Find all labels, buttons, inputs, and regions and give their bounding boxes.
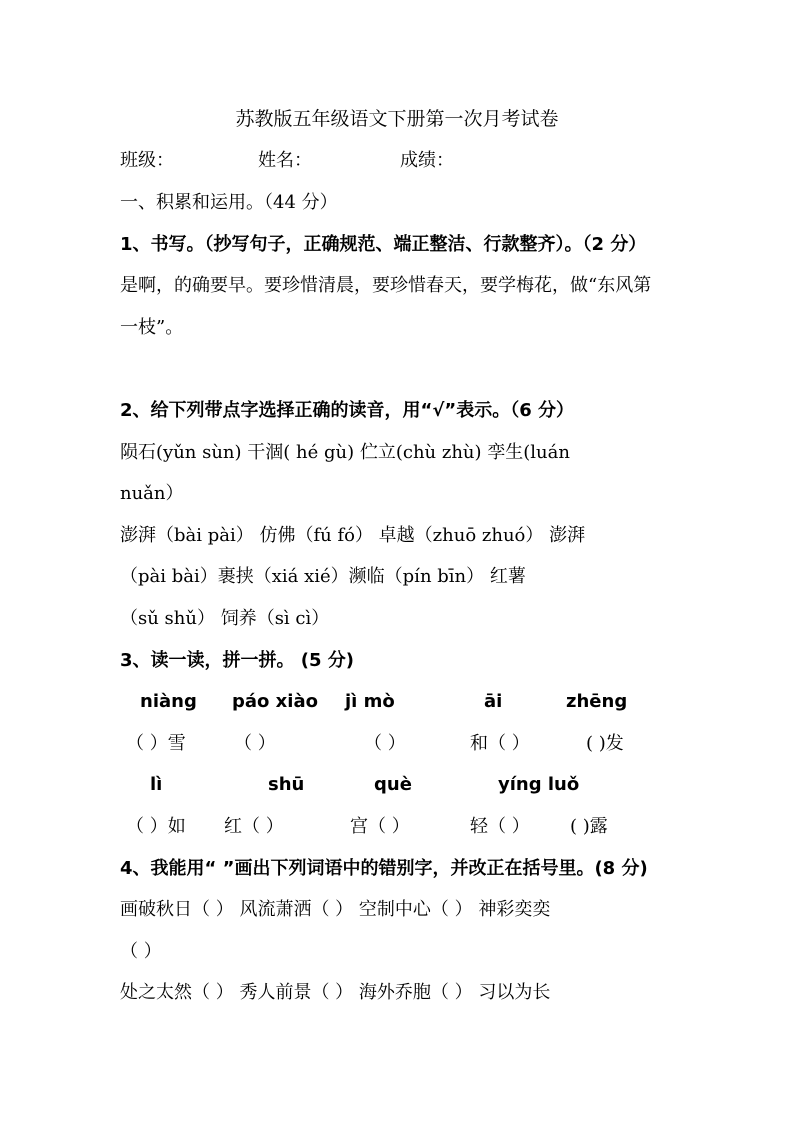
blank-item: 红（ ）	[224, 816, 284, 837]
page-title: 苏教版五年级语文下册第一次月考试卷	[235, 108, 559, 130]
question-1-heading: 1、书写。（抄写句子，正确规范、端正整洁、行款整齐）。（2 分）	[120, 234, 647, 255]
question-2-line-1: 陨石(yǔn sùn) 干涸( hé gù) 伫立(chù zhù) 孪生(luán	[120, 442, 570, 463]
pinyin-item: què	[374, 774, 412, 795]
question-4-line-2: （ ）	[120, 941, 162, 962]
score-label: 成绩：	[400, 150, 454, 171]
pinyin-item: lì	[150, 774, 163, 795]
blank-item: 和（ ）	[470, 733, 530, 754]
pinyin-item: zhēng	[566, 691, 628, 712]
question-2-line-3: 澎湃（bài pài） 仿佛（fú fó） 卓越（zhuō zhuó） 澎湃	[120, 525, 586, 546]
blank-item: ( )露	[570, 816, 608, 837]
blank-item: 轻（ ）	[470, 816, 530, 837]
question-3-heading: 3、读一读，拼一拼。 (5 分)	[120, 650, 355, 671]
question-4-heading: 4、我能用“ ”画出下列词语中的错别字，并改正在括号里。(8 分)	[120, 858, 648, 879]
question-2-line-4: （pài bài）裹挟（xiá xié）濒临（pín bīn） 红薯	[120, 566, 526, 587]
blank-item: ( )发	[586, 733, 624, 754]
pinyin-item: páo xiào	[232, 691, 318, 712]
section-1-heading: 一、积累和运用。（44 分）	[120, 192, 338, 213]
question-1-line-2: 一枝”。	[120, 317, 184, 338]
class-label: 班级：	[120, 150, 174, 171]
pinyin-item: yíng luǒ	[498, 774, 580, 795]
pinyin-item: shū	[268, 774, 305, 795]
pinyin-item: niàng	[140, 691, 197, 712]
blank-item: 宫（ ）	[350, 816, 410, 837]
question-4-line-1: 画破秋日（ ） 风流萧洒（ ） 空制中心（ ） 神彩奕奕	[120, 899, 551, 920]
question-2-heading: 2、给下列带点字选择正确的读音，用“√”表示。（6 分）	[120, 400, 574, 421]
question-2-line-2: nuǎn）	[120, 483, 184, 504]
blank-item: （ ）	[234, 733, 276, 754]
question-1-line-1: 是啊，的确要早。要珍惜清晨，要珍惜春天，要学梅花，做“东风第	[120, 275, 652, 296]
blank-item: （ ）如	[126, 816, 186, 837]
pinyin-item: jì mò	[345, 691, 395, 712]
blank-item: （ ）雪	[126, 733, 186, 754]
question-2-line-5: （sǔ shǔ） 饲养（sì cì）	[120, 608, 330, 629]
blank-item: （ ）	[364, 733, 406, 754]
question-4-line-3: 处之太然（ ） 秀人前景（ ） 海外乔胞（ ） 习以为长	[120, 982, 551, 1003]
name-label: 姓名：	[258, 150, 312, 171]
pinyin-item: āi	[484, 691, 503, 712]
